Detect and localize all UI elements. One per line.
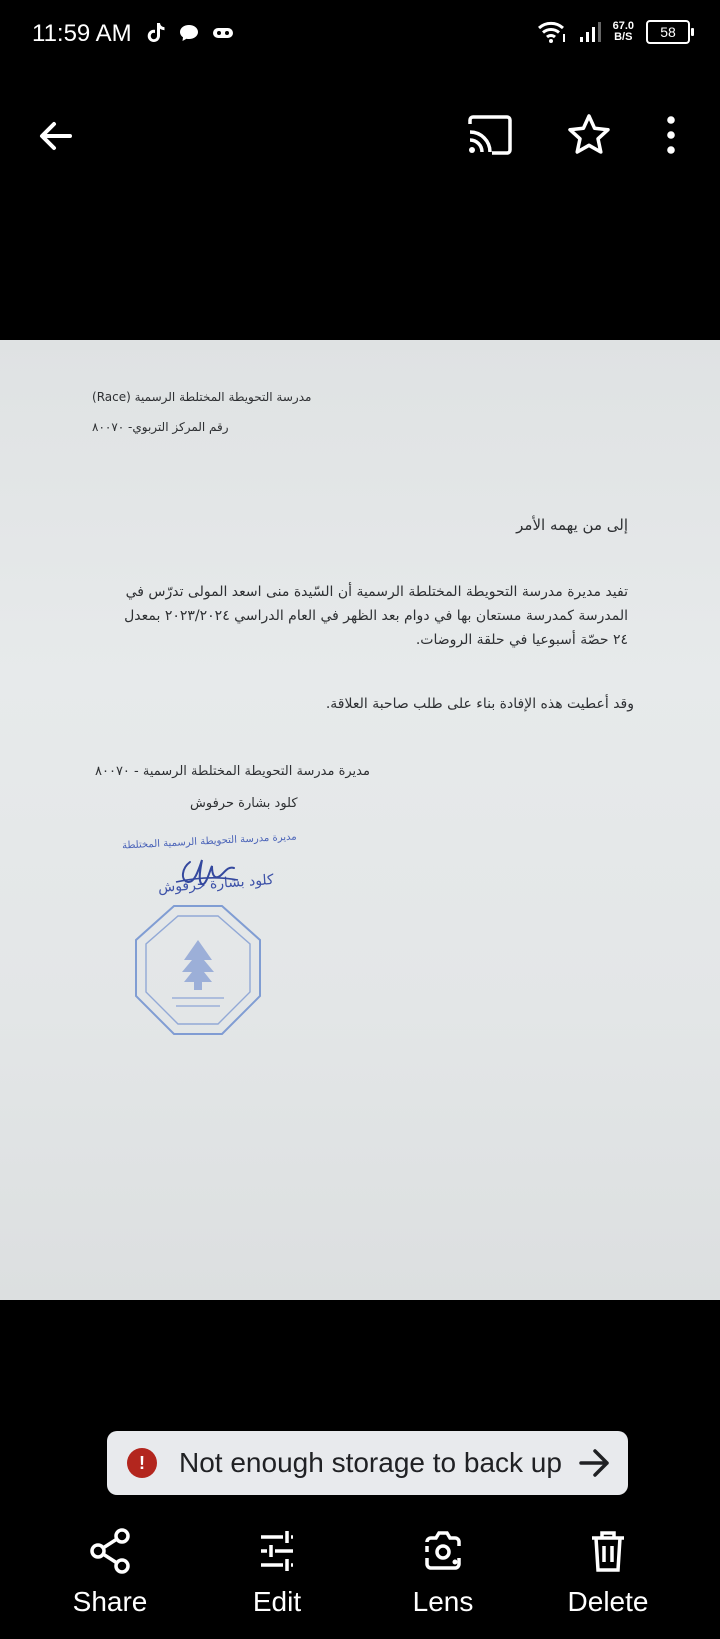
trash-icon [586, 1528, 630, 1574]
signal-icon [579, 20, 601, 44]
network-speed-unit: B/S [614, 31, 633, 43]
system-icons [537, 20, 690, 44]
photo-viewer[interactable] [0, 340, 720, 1300]
bottom-action-bar [0, 1528, 720, 1639]
status-time: 11:59 AM [32, 20, 132, 47]
network-speed [613, 21, 634, 43]
lens-camera-icon [421, 1528, 465, 1574]
network-speed-value: 67.0 [612, 20, 634, 32]
stamp-name: كلود بشارة حرفوش [157, 871, 275, 897]
battery-indicator: 58 [646, 20, 690, 44]
favorite-button[interactable] [566, 112, 612, 158]
delete-button[interactable] [553, 1528, 663, 1618]
doc-header-school: مدرسة التحويطة المختلطة الرسمية (Race) [92, 390, 312, 404]
doc-addressee: إلى من يهمه الأمر [516, 516, 628, 534]
more-vertical-icon [656, 112, 686, 158]
photo-top-bar [0, 100, 720, 172]
notification-icons [146, 22, 234, 44]
tiktok-icon [146, 22, 166, 44]
game-icon [212, 25, 234, 41]
star-icon [566, 112, 612, 158]
document-photo [0, 340, 720, 1300]
wifi-icon [537, 20, 567, 44]
doc-signatory-name: كلود بشارة حرفوش [190, 796, 298, 811]
storage-snackbar[interactable] [107, 1431, 628, 1495]
back-button[interactable] [34, 114, 78, 158]
doc-header-center: رقم المركز التربوي- ٨٠٠٧٠ [92, 420, 229, 434]
arrow-right-icon[interactable] [577, 1445, 613, 1481]
stamp-title: مديرة مدرسة التحويطة الرسمية المختلطة [121, 831, 297, 852]
edit-label: Edit [252, 1586, 302, 1617]
share-label: Share [72, 1586, 148, 1617]
delete-label: Delete [567, 1586, 649, 1617]
cast-button[interactable] [466, 114, 514, 158]
lens-label: Lens [412, 1586, 474, 1617]
official-stamp [128, 900, 268, 1040]
chat-icon [178, 23, 200, 43]
status-bar [0, 0, 720, 72]
doc-body-line: تفيد مديرة مدرسة التحويطة المختلطة الرسمية أن السّيدة منى اسعد المولى تدرّس في [125, 584, 628, 600]
share-button[interactable] [55, 1528, 165, 1618]
snackbar-message: Not enough storage to back up [179, 1447, 562, 1478]
share-icon [88, 1528, 132, 1574]
doc-body-line: ٢٤ حصّة أسبوعيا في حلقة الروضات. [415, 632, 628, 648]
arrow-left-icon [34, 114, 78, 158]
doc-signatory-title: مديرة مدرسة التحويطة المختلطة الرسمية - ٨٠٠٧٠ [95, 764, 370, 779]
error-icon: ! [127, 1448, 157, 1478]
edit-button[interactable] [222, 1528, 332, 1618]
doc-granted-line: وقد أعطيت هذه الإفادة بناء على طلب صاحبة العلاقة. [325, 696, 634, 712]
more-options-button[interactable] [656, 112, 686, 158]
sliders-icon [255, 1528, 299, 1574]
doc-body-line: المدرسة كمدرسة مستعان بها في دوام بعد الظهر في العام الدراسي ٢٠٢٣/٢٠٢٤ بمعدل [124, 608, 628, 624]
cast-icon [466, 114, 514, 158]
handwritten-signature [172, 852, 242, 896]
lens-button[interactable] [388, 1528, 498, 1618]
